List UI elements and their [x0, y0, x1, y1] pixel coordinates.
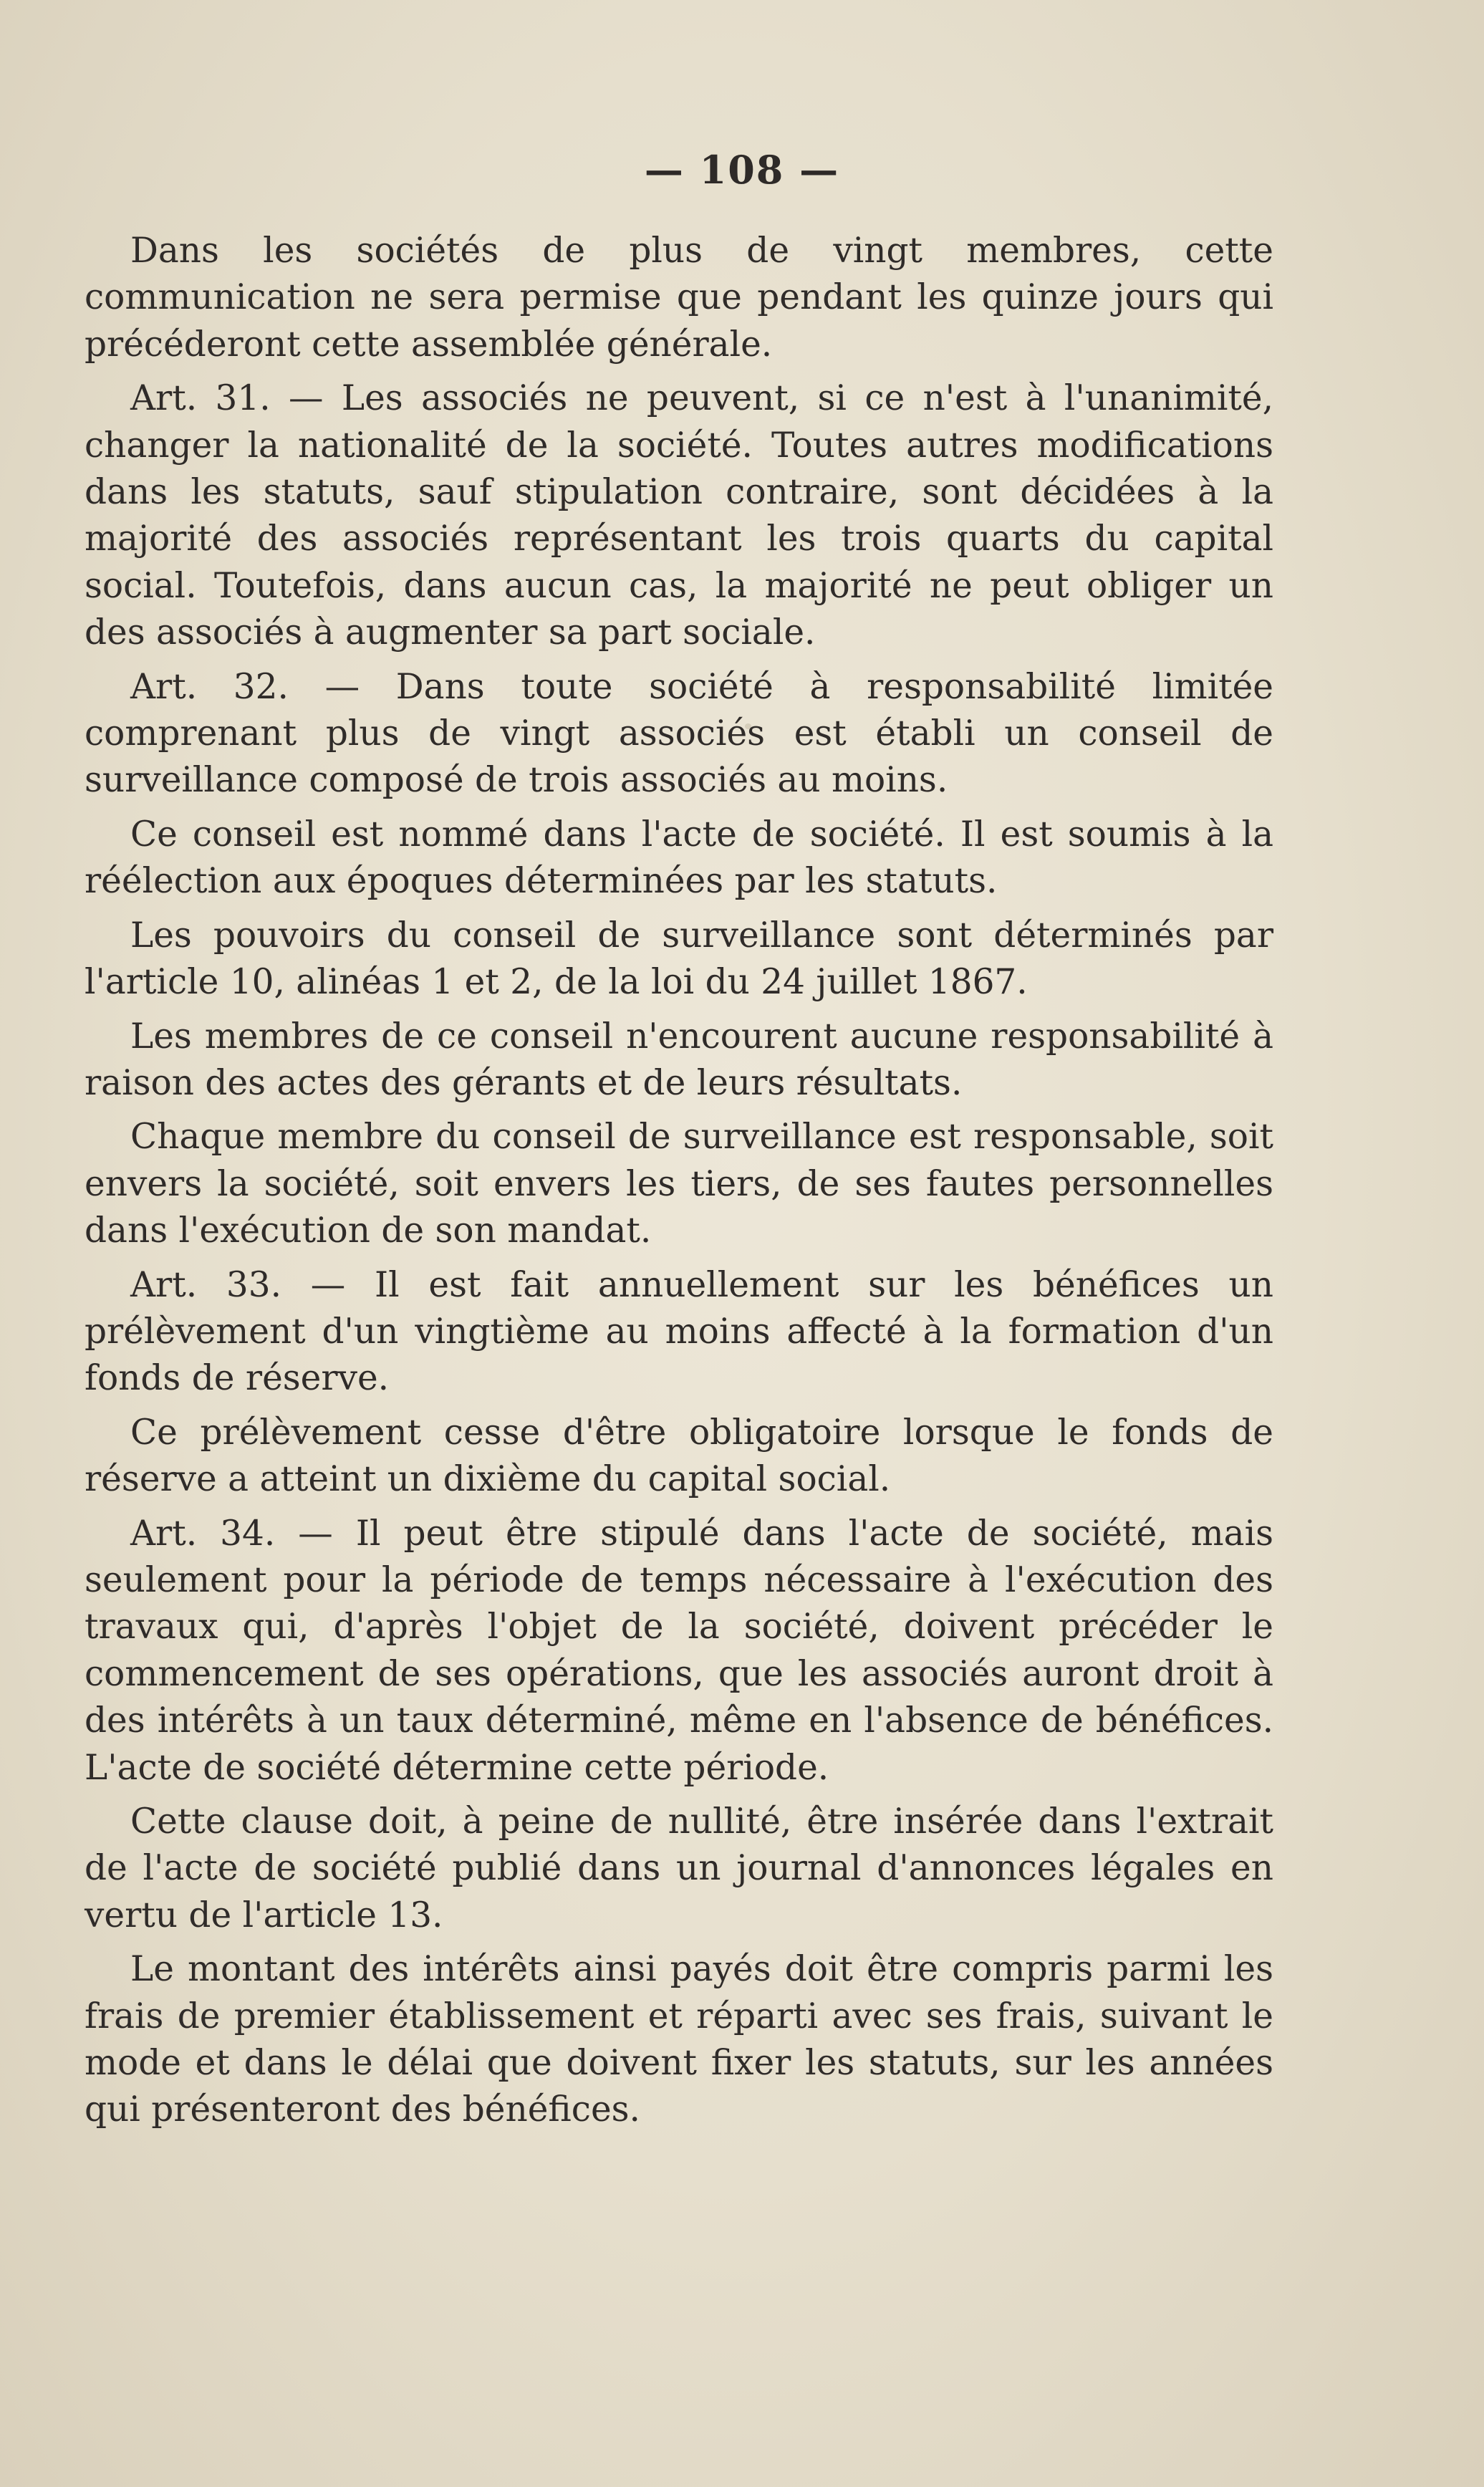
paragraph-reserve: Ce prélèvement cesse d'être obligatoire lorsque le fonds de réserve a atteint un dixième du capital social. — [85, 1412, 1273, 1500]
paragraph-interets: Le montant des intérêts ainsi payés doit être compris parmi les frais de premier établissement et réparti avec ses frais, suivant le mode et dans le délai que doivent fixer les statuts, sur les années qui présenteront des bénéfices. — [85, 1949, 1273, 2130]
page-body — [85, 228, 1273, 2134]
paragraph-article-32: Art. 32. — Dans toute société à responsabilité limitée comprenant plus de vingt associés est établi un conseil de surveillance composé de trois associés au moins. — [85, 666, 1273, 801]
paragraph-article-33: Art. 33. — Il est fait annuellement sur les bénéfices un prélèvement d'un vingtième au moins affecté à la formation d'un fonds de réserve. — [85, 1264, 1273, 1399]
paragraph-conseil-pouvoirs: Les pouvoirs du conseil de surveillance sont déterminés par l'article 10, alinéas 1 et 2, de la loi du 24 juillet 1867. — [85, 915, 1273, 1003]
page-number: — 108 — — [644, 147, 840, 193]
paragraph-membre-responsable: Chaque membre du conseil de surveillance est responsable, soit envers la société, soit envers les tiers, de ses fautes personnelles dans l'exécution de son mandat. — [85, 1117, 1273, 1251]
paragraph-article-31: Art. 31. — Les associés ne peuvent, si ce n'est à l'unanimité, changer la nationalité de la société. Toutes autres modifications dans les statuts, sauf stipulation contraire, sont décidées à la majorité des associés représentant les trois quarts du capital social. Toutefois, dans aucun cas, la majorité ne peut obliger un des associés à augmenter sa part sociale. — [85, 378, 1273, 653]
paragraph-article-34: Art. 34. — Il peut être stipulé dans l'acte de société, mais seulement pour la période de temps nécessaire à l'exécution des travaux qui, d'après l'objet de la société, doivent précéder le commencement de ses opérations, que les associés auront droit à des intérêts à un taux déterminé, même en l'absence de bénéfices. L'acte de société détermine cette période. — [85, 1513, 1273, 1788]
paragraph-communication: Dans les sociétés de plus de vingt membres, cette communication ne sera permise que pendant les quinze jours qui précéderont cette assemblée générale. — [85, 231, 1273, 365]
paragraph-clause-nullite: Cette clause doit, à peine de nullité, être insérée dans l'extrait de l'acte de société publié dans un journal d'annonces légales en vertu de l'article 13. — [85, 1801, 1273, 1935]
paragraph-conseil-responsabilite: Les membres de ce conseil n'encourent aucune responsabilité à raison des actes des gérants et de leurs résultats. — [85, 1016, 1273, 1103]
paragraph-conseil-nomination: Ce conseil est nommé dans l'acte de société. Il est soumis à la réélection aux époques déterminées par les statuts. — [85, 814, 1273, 902]
